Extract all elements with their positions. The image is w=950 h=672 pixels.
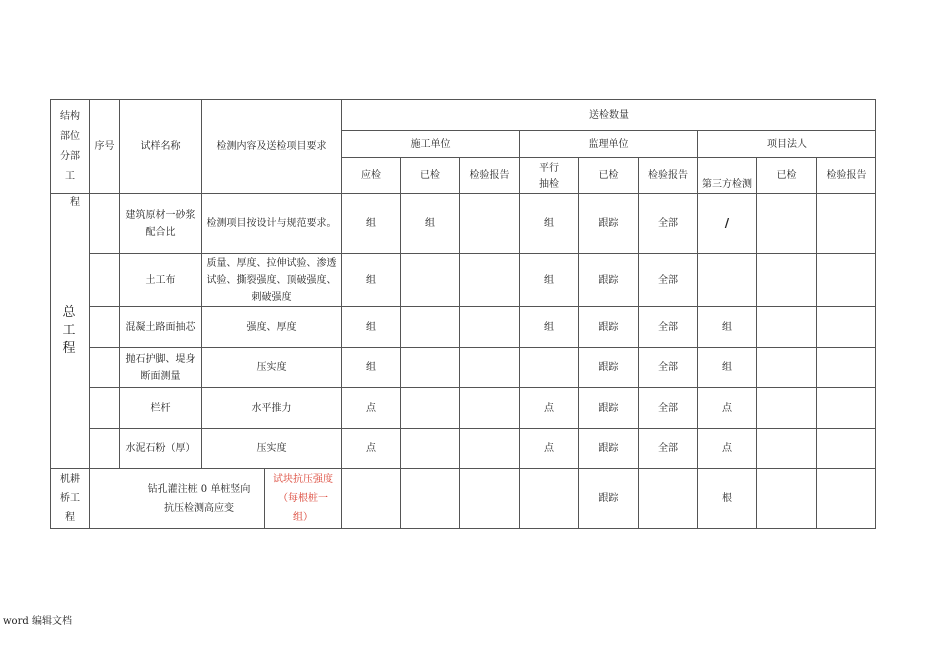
row-parallel: 组 [544,274,554,286]
header-owner-done: 已检 [776,170,797,181]
table-border-bottom [50,528,876,529]
row-content: 检测项目按设计与规范要求。 [206,218,337,229]
header-supervision-done: 已检 [598,170,619,181]
header-qty: 送检数量 [589,109,629,121]
header-owner: 项目法人 [767,138,807,150]
header-third-party: 第三方检测 [702,178,752,190]
v-line [459,157,460,529]
bridge-row-third-party: 根 [722,493,732,504]
bridge-row-content: 试块抗压强度（每根桩一组） [273,474,333,523]
header-seq: 序号 [94,140,115,152]
row-supervision-done: 跟踪 [598,218,619,229]
row-name: 建筑原材一砂浆配合比 [125,209,196,238]
row-supervision-done: 跟踪 [598,402,619,414]
header-struct: 结构部位分部工 [60,111,80,182]
v-line [756,157,757,529]
row-name: 土工布 [145,274,176,286]
section-bridge-label: 机耕桥工程 [60,474,80,523]
row-supervision-report: 全部 [658,402,678,414]
row-supervision-report: 全部 [658,218,678,229]
header-owner-report: 检验报告 [826,170,867,181]
row-third-party: / [724,216,730,230]
row-name: 栏杆 [150,402,171,414]
row-parallel: 组 [544,321,554,333]
row-name: 混凝土路面抽芯 [125,321,196,333]
row-should: 点 [366,443,376,454]
row-should: 点 [366,402,376,414]
inspection-table [50,99,876,529]
row-content: 压实度 [256,443,287,454]
row-parallel: 点 [544,443,554,454]
header-supervision: 监理单位 [588,138,629,150]
bridge-row-name: 钻孔灌注桩 0 单桩竖向抗压检测高应变 [147,483,251,514]
bridge-row-supervision-done: 跟踪 [598,493,619,504]
row-third-party: 点 [722,402,732,414]
row-should: 组 [366,218,376,229]
v-line [816,157,817,529]
header-supervision-report: 检验报告 [648,170,688,181]
row-content: 强度、厚度 [246,321,297,333]
v-line [264,468,265,529]
row-name: 抛石护脚、堤身断面测量 [125,353,196,382]
header-parallel: 平行抽检 [539,162,559,190]
row-third-party: 组 [722,362,732,373]
row-third-party: 组 [722,321,732,333]
row-should: 组 [366,274,376,286]
row-third-party: 点 [722,443,732,454]
header-report: 检验报告 [469,170,510,181]
row-parallel: 点 [544,402,554,414]
row-supervision-report: 全部 [658,443,678,454]
row-content: 质量、厚度、拉伸试验、渗透试验、撕裂强度、顶破强度、刺破强度 [206,257,337,303]
header-should: 应检 [361,170,381,181]
section-total-label: 总工程 [62,305,76,356]
row-parallel: 组 [544,218,554,229]
row-name: 水泥石粉（厚） [125,443,196,454]
section-top-char: 程 [70,196,80,208]
row-done: 组 [425,218,435,229]
row-supervision-report: 全部 [658,321,678,333]
header-construction: 施工单位 [410,138,451,150]
row-supervision-done: 跟踪 [598,321,619,333]
row-should: 组 [366,362,376,373]
row-should: 组 [366,321,376,333]
row-supervision-done: 跟踪 [598,443,619,454]
footer-note: word 编辑文档 [3,616,72,627]
header-name: 试样名称 [140,140,181,152]
row-content: 压实度 [256,362,287,373]
row-content: 水平推力 [251,402,292,414]
header-content: 检测内容及送检项目要求 [216,140,327,152]
row-supervision-done: 跟踪 [598,362,619,373]
row-supervision-report: 全部 [658,362,678,373]
row-supervision-done: 跟踪 [598,274,619,286]
table-border-left [50,99,51,529]
header-done: 已检 [420,170,440,181]
row-supervision-report: 全部 [658,274,678,286]
